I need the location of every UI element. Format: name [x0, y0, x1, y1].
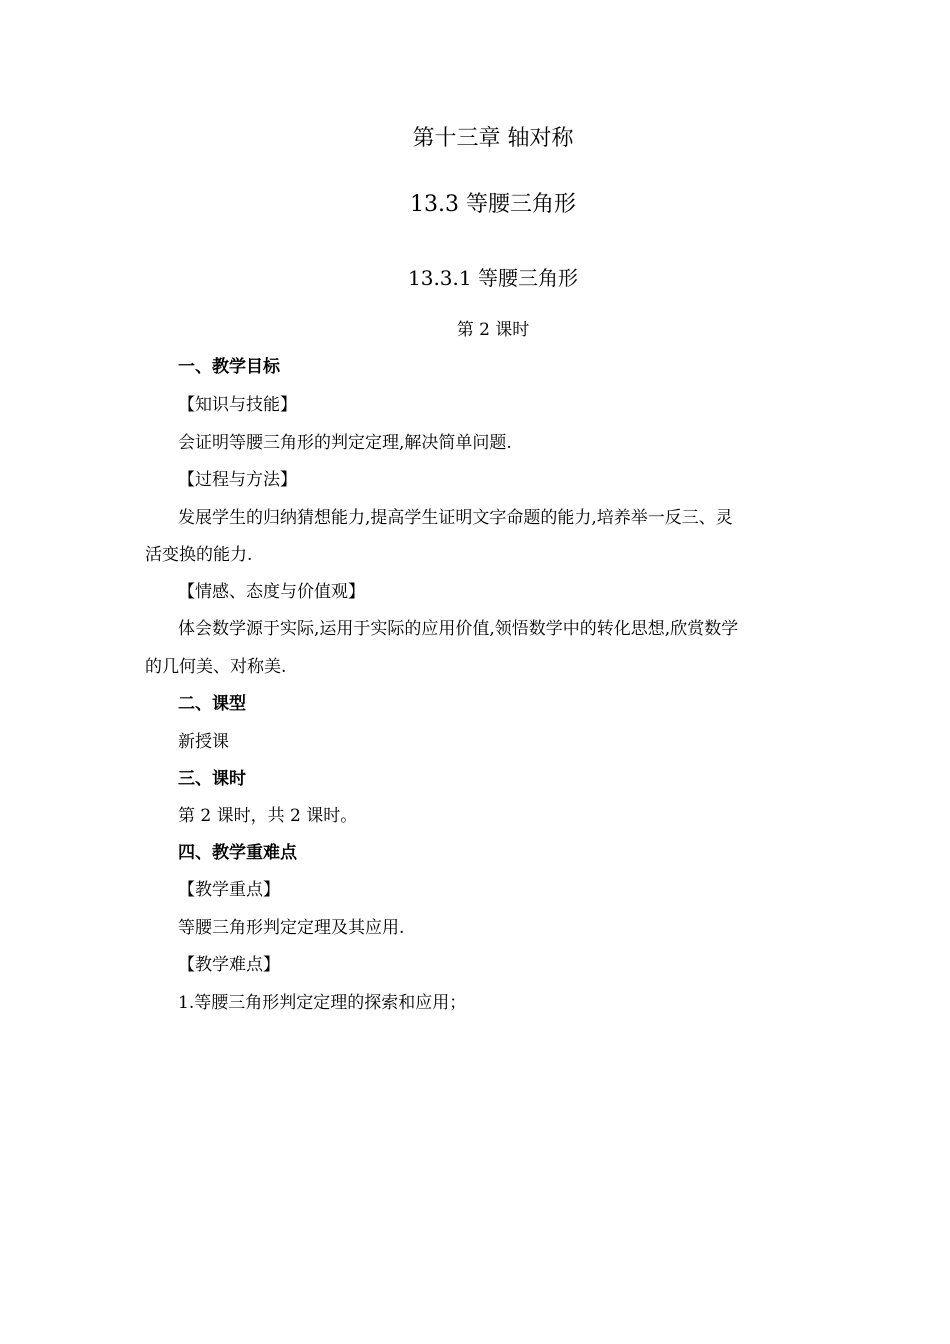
- emotion-text-line2: 的几何美、对称美.: [145, 657, 287, 677]
- lesson-number: 第 2 课时: [456, 320, 530, 340]
- goals-heading: 一、教学目标: [178, 357, 280, 377]
- knowledge-label: 【知识与技能】: [178, 395, 297, 415]
- difficult-text: 1.等腰三角形判定定理的探索和应用；: [178, 993, 467, 1013]
- emotion-text-line1: 体会数学源于实际,运用于实际的应用价值,领悟数学中的转化思想,欣赏数学: [178, 619, 739, 639]
- lesson-hours-heading: 三、课时: [178, 769, 246, 789]
- difficult-label: 【教学难点】: [178, 955, 280, 975]
- key-text: 等腰三角形判定定理及其应用.: [178, 918, 405, 938]
- process-text-line2: 活变换的能力.: [145, 545, 253, 565]
- process-label: 【过程与方法】: [178, 470, 297, 490]
- lesson-type-text: 新授课: [178, 732, 229, 752]
- lesson-hours-text: 第 2 课时，共 2 课时。: [178, 806, 358, 826]
- knowledge-text: 会证明等腰三角形的判定定理,解决简单问题.: [178, 433, 512, 453]
- process-text-line1: 发展学生的归纳猜想能力,提高学生证明文字命题的能力,培养举一反三、灵: [178, 508, 733, 528]
- emotion-label: 【情感、态度与价值观】: [178, 582, 365, 602]
- subsection-title: 13.3.1 等腰三角形: [408, 266, 578, 290]
- lesson-type-heading: 二、课型: [178, 694, 246, 714]
- chapter-title: 第十三章 轴对称: [412, 126, 574, 151]
- key-label: 【教学重点】: [178, 880, 280, 900]
- section-title: 13.3 等腰三角形: [410, 192, 576, 217]
- key-points-heading: 四、教学重难点: [178, 843, 297, 863]
